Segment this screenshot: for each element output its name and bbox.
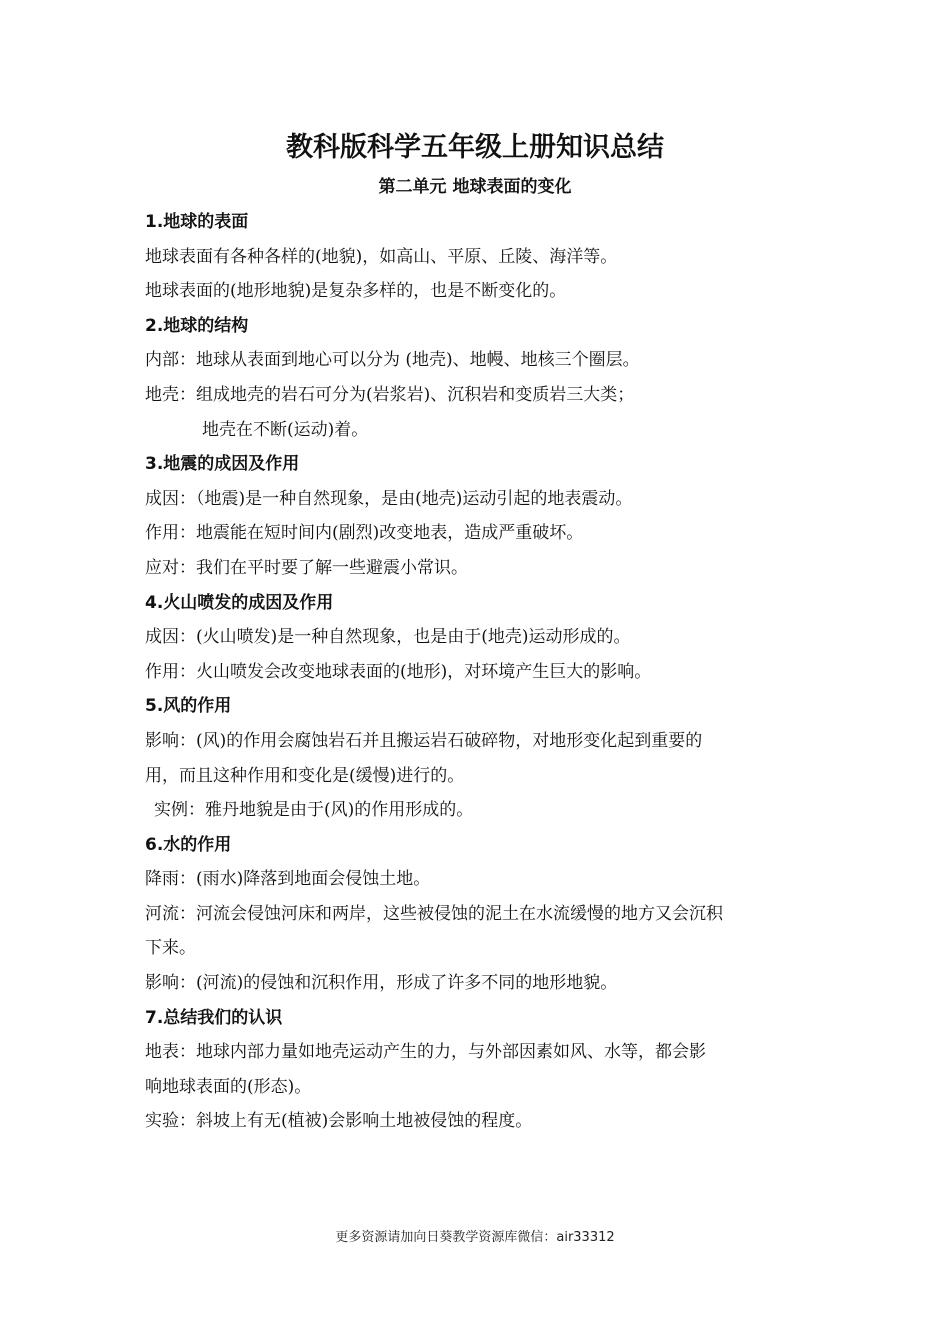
text-line: 地表：地球内部力量如地壳运动产生的力，与外部因素如风、水等，都会影 [145,1042,706,1063]
document-body [145,205,815,1139]
text-line: 用，而且这种作用和变化是(缓慢)进行的。 [145,765,465,786]
document-title: 教科版科学五年级上册知识总结 [286,132,664,163]
text-line: 响地球表面的(形态)。 [145,1076,312,1097]
text-line: 实验：斜坡上有无(植被)会影响土地被侵蚀的程度。 [145,1111,533,1132]
text-line: 内部：地球从表面到地心可以分为 (地壳)、地幔、地核三个圈层。 [145,350,640,371]
text-line: 地球表面有各种各样的(地貌)，如高山、平原、丘陵、海洋等。 [145,246,618,267]
text-line: 成因：（地震)是一种自然现象，是由(地壳)运动引起的地表震动。 [145,488,633,509]
text-line: 实例：雅丹地貌是由于(风)的作用形成的。 [154,800,474,821]
unit-subtitle: 第二单元 地球表面的变化 [378,177,572,197]
section-heading: 4.火山喷发的成因及作用 [145,592,334,613]
section-heading: 7.总结我们的认识 [145,1007,283,1028]
text-line: 地壳：组成地壳的岩石可分为(岩浆岩)、沉积岩和变质岩三大类； [145,384,635,405]
text-line: 作用：火山喷发会改变地球表面的(地形)，对环境产生巨大的影响。 [145,661,652,682]
text-line: 影响：(风)的作用会腐蚀岩石并且搬运岩石破碎物，对地形变化起到重要的 [145,730,703,751]
section-heading: 5.风的作用 [145,696,232,717]
text-line: 下来。 [145,938,196,959]
text-line: 作用：地震能在短时间内(剧烈)改变地表，造成严重破坏。 [145,523,584,544]
section-heading: 6.水的作用 [145,834,232,855]
section-heading: 2.地球的结构 [145,315,249,336]
footer-note: 更多资源请加向日葵教学资源库微信：air33312 [335,1230,615,1245]
text-line: 成因：(火山喷发)是一种自然现象，也是由于(地壳)运动形成的。 [145,627,631,648]
section-heading: 3.地震的成因及作用 [145,454,300,475]
text-line: 影响：(河流)的侵蚀和沉积作用，形成了许多不同的地形地貌。 [145,973,618,994]
text-line: 地壳在不断(运动)着。 [202,419,369,440]
text-line: 降雨：(雨水)降落到地面会侵蚀土地。 [145,869,431,890]
text-line: 河流：河流会侵蚀河床和两岸，这些被侵蚀的泥土在水流缓慢的地方又会沉积 [145,903,723,924]
text-line: 地球表面的(地形地貌)是复杂多样的，也是不断变化的。 [145,281,567,302]
text-line: 应对：我们在平时要了解一些避震小常识。 [145,557,468,578]
section-heading: 1.地球的表面 [145,212,249,232]
